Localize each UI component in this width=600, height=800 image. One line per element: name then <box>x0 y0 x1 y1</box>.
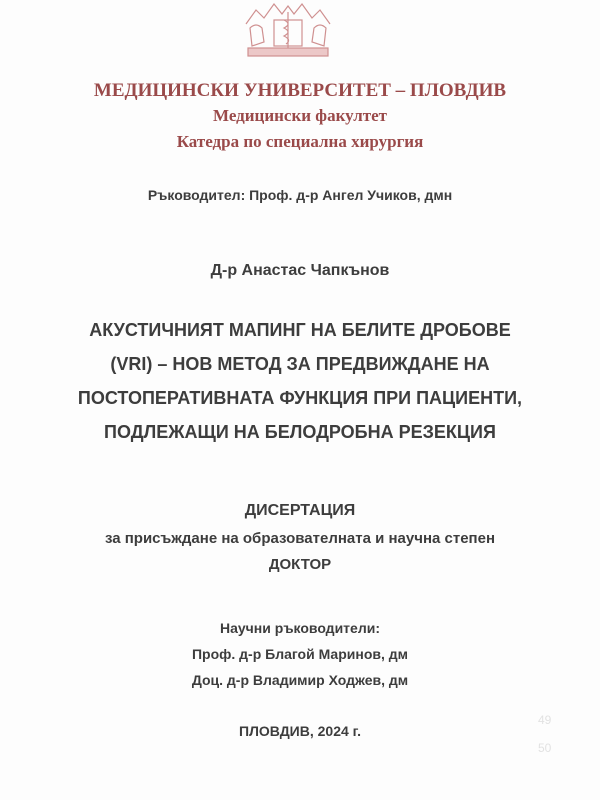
degree-line: за присъждане на образователната и научна степен <box>104 530 496 547</box>
supervisor-2: Доц. д-р Владимир Ходжев, дм <box>191 672 409 688</box>
bleed-through-number: 50 <box>538 741 552 755</box>
faculty-name: Медицински факултет <box>213 106 387 125</box>
place-year: ПЛОВДИВ, 2024 г. <box>239 723 361 739</box>
department-head: Ръководител: Проф. д-р Ангел Учиков, дмн <box>147 187 453 203</box>
degree: ДОКТОР <box>268 556 332 573</box>
title-line-1: АКУСТИЧНИЯТ МАПИНГ НА БЕЛИТЕ ДРОБОВЕ <box>89 320 511 340</box>
author-name: Д-р Анастас Чапкънов <box>210 262 390 279</box>
supervisors-label: Научни ръководители: <box>220 620 380 636</box>
title-line-3: ПОСТОПЕРАТИВНАТА ФУНКЦИЯ ПРИ ПАЦИЕНТИ, <box>77 388 523 408</box>
title-line-4: ПОДЛЕЖАЩИ НА БЕЛОДРОБНА РЕЗЕКЦИЯ <box>104 422 496 442</box>
university-crest-icon <box>242 2 334 58</box>
title-line-2: (VRI) – НОВ МЕТОД ЗА ПРЕДВИЖДАНЕ НА <box>110 354 490 374</box>
university-name: МЕДИЦИНСКИ УНИВЕРСИТЕТ – ПЛОВДИВ <box>93 80 507 101</box>
bleed-through-number: 49 <box>538 713 552 727</box>
supervisor-1: Проф. д-р Благой Маринов, дм <box>191 646 409 662</box>
document-type: ДИСЕРТАЦИЯ <box>244 502 356 519</box>
department-name: Катедра по специална хирургия <box>176 132 424 151</box>
